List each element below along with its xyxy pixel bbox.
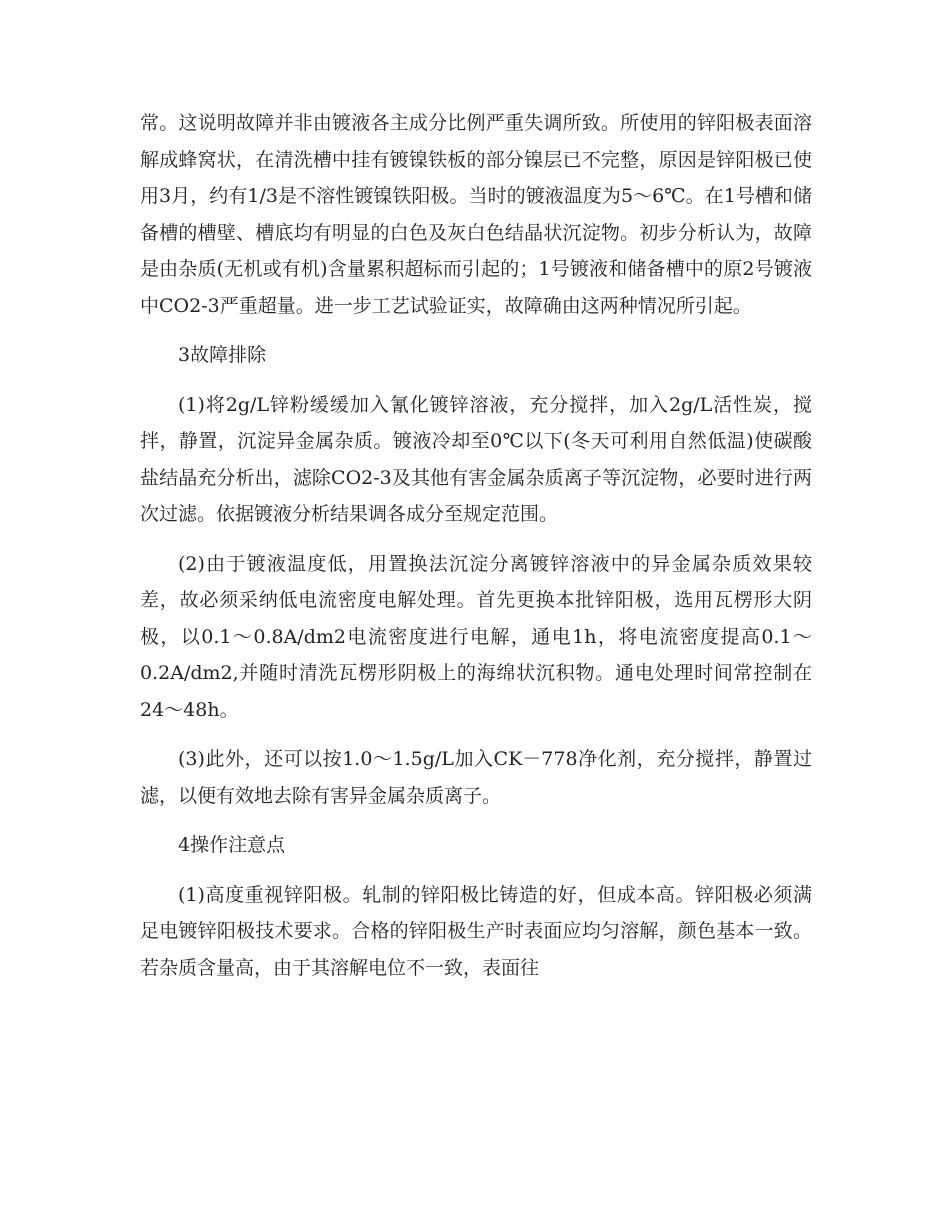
paragraph-note-1: (1)高度重视锌阳极。轧制的锌阳极比铸造的好，但成本高。锌阳极必须满足电镀锌阳极技术要求。合格的锌阳极生产时表面应均匀溶解，颜色基本一致。若杂质含量高，由于其溶解电位不一致，表面往 <box>140 883 812 979</box>
paragraph-step-1: (1)将2g/L锌粉缓缓加入氰化镀锌溶液，充分搅拌，加入2g/L活性炭，搅拌，静置，沉淀异金属杂质。镀液冷却至0℃以下(冬天可利用自然低温)使碳酸盐结晶充分析出，滤除CO2-3及其他有害金属杂质离子等沉淀物，必要时进行两次过滤。依据镀液分析结果调各成分至规定范围。 <box>140 393 812 525</box>
paragraph-continuation: 常。这说明故障并非由镀液各主成分比例严重失调所致。所使用的锌阳极表面溶解成蜂窝状，在清洗槽中挂有镀镍铁板的部分镍层已不完整，原因是锌阳极已使用3月，约有1/3是不溶性镀镍铁阳极。当时的镀液温度为5～6℃。在1号槽和储备槽的槽壁、槽底均有明显的白色及灰白色结晶状沉淀物。初步分析认为，故障是由杂质(无机或有机)含量累积超标而引起的；1号镀液和储备槽中的原2号镀液中CO2-3严重超量。进一步工艺试验证实，故障确由这两种情况所引起。 <box>140 112 812 317</box>
section-heading-3: 3故障排除 <box>178 344 267 366</box>
section-heading-4: 4操作注意点 <box>178 834 286 856</box>
paragraph-step-2: (2)由于镀液温度低，用置换法沉淀分离镀锌溶液中的异金属杂质效果较差，故必须采纳低电流密度电解处理。首先更换本批锌阳极，选用瓦楞形大阴极，以0.1～0.8A/dm2电流密度进行电解，通电1h，将电流密度提高0.1～0.2A/dm2,并随时清洗瓦楞形阴极上的海绵状沉积物。通电处理时间常控制在24～48h。 <box>140 552 812 721</box>
document-body <box>140 105 812 999</box>
paragraph-step-3: (3)此外，还可以按1.0～1.5g/L加入CK－778净化剂，充分搅拌，静置过滤，以便有效地去除有害异金属杂质离子。 <box>140 748 812 807</box>
